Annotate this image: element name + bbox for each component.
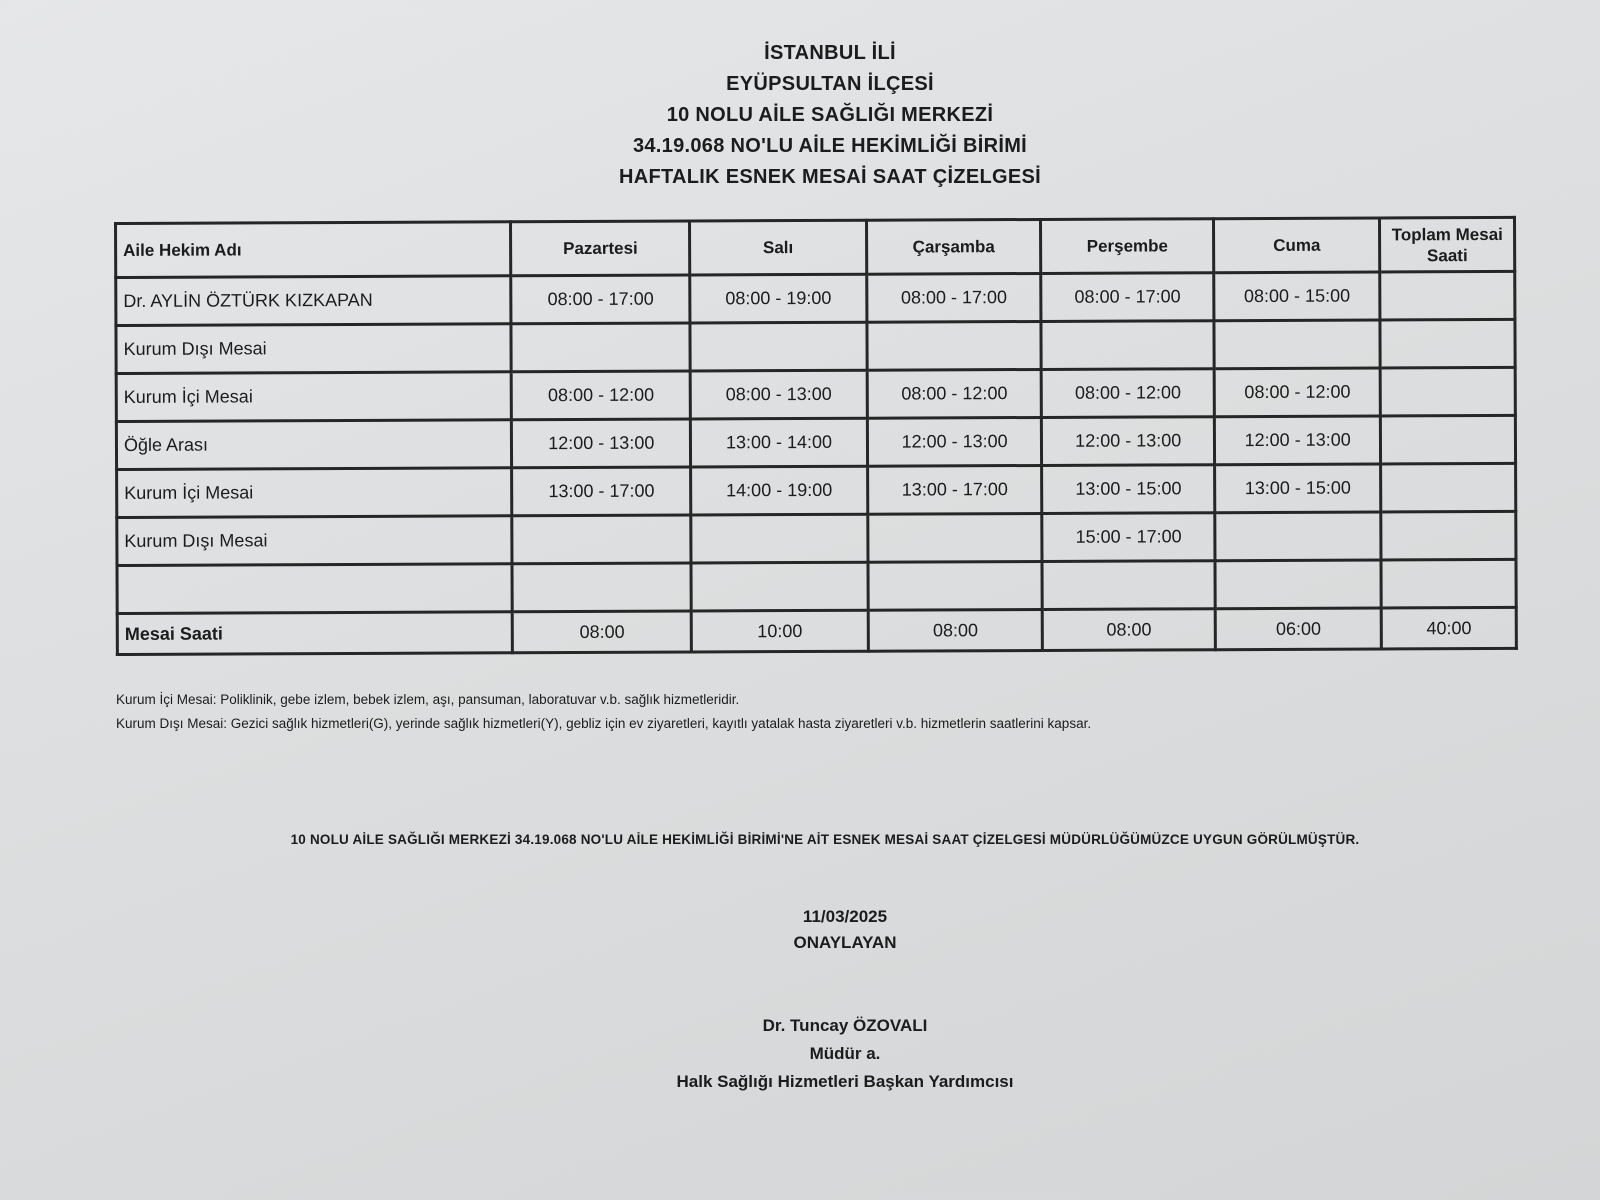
header-unit: 34.19.068 NO'LU AİLE HEKİMLİĞİ BİRİMİ xyxy=(632,135,1028,157)
row-label: Kurum İçi Mesai xyxy=(116,372,512,422)
table-cell: 12:00 - 13:00 xyxy=(1214,416,1381,465)
table-row xyxy=(116,415,1515,469)
table-cell xyxy=(1214,320,1381,369)
table-cell: 12:00 - 13:00 xyxy=(867,417,1042,466)
table-cell xyxy=(512,515,691,564)
table-cell xyxy=(512,563,691,612)
table-cell: 12:00 - 13:00 xyxy=(1042,417,1215,466)
table-cell: 08:00 - 17:00 xyxy=(867,273,1042,322)
table-cell: 08:00 - 19:00 xyxy=(690,274,867,323)
table-cell xyxy=(1215,512,1382,561)
table-cell: 13:00 - 15:00 xyxy=(1215,464,1382,513)
table-cell xyxy=(1215,560,1382,609)
table-cell xyxy=(1381,367,1516,416)
signatory-title: Halk Sağlığı Hizmetleri Başkan Yardımcısı xyxy=(676,1072,1014,1091)
table-row xyxy=(117,511,1516,565)
approval-date: 11/03/2025 xyxy=(802,907,888,926)
total-friday: 06:00 xyxy=(1215,608,1382,650)
row-label: Kurum Dışı Mesai xyxy=(117,516,513,566)
total-tuesday: 10:00 xyxy=(691,610,868,652)
row-label: Dr. AYLİN ÖZTÜRK KIZKAPAN xyxy=(116,276,512,326)
table-cell: 15:00 - 17:00 xyxy=(1042,513,1215,562)
column-header-thursday: Perşembe xyxy=(1041,219,1214,274)
total-thursday: 08:00 xyxy=(1043,609,1216,651)
document-header xyxy=(0,38,1600,193)
total-wednesday: 08:00 xyxy=(868,609,1043,651)
row-label: Öğle Arası xyxy=(116,420,512,470)
approval-block xyxy=(0,904,1600,956)
table-cell xyxy=(691,514,868,563)
column-header-total: Toplam Mesai Saati xyxy=(1380,217,1515,272)
table-cell: 14:00 - 19:00 xyxy=(691,466,868,515)
note-internal-hours: Kurum İçi Mesai: Poliklinik, gebe izlem, bebek izlem, aşı, pansuman, laboratuvar v.b. sağlık hizmetleridir. xyxy=(116,692,740,707)
table-cell: 08:00 - 17:00 xyxy=(511,275,690,324)
table-row xyxy=(117,559,1516,613)
table-cell xyxy=(867,321,1042,370)
schedule-table xyxy=(114,216,1518,656)
header-province: İSTANBUL İLİ xyxy=(764,42,896,64)
table-cell xyxy=(690,322,867,371)
table-row xyxy=(116,271,1515,325)
table-cell xyxy=(1041,321,1214,370)
table-cell xyxy=(1381,415,1516,464)
signature-block xyxy=(0,1012,1600,1096)
table-cell: 08:00 - 12:00 xyxy=(512,371,691,420)
row-label: Kurum Dışı Mesai xyxy=(116,324,512,374)
table-cell xyxy=(1380,319,1515,368)
table-cell: 08:00 - 12:00 xyxy=(1042,369,1215,418)
column-header-tuesday: Salı xyxy=(690,220,867,275)
column-header-monday: Pazartesi xyxy=(511,221,690,276)
table-cell xyxy=(1381,559,1516,608)
table-header-row xyxy=(116,217,1515,277)
header-document-title: HAFTALIK ESNEK MESAİ SAAT ÇİZELGESİ xyxy=(619,166,1041,188)
total-row-label: Mesai Saati xyxy=(117,612,513,655)
table-cell: 13:00 - 14:00 xyxy=(691,418,868,467)
table-cell xyxy=(1380,271,1515,320)
table-cell xyxy=(868,561,1043,610)
table-row xyxy=(116,367,1515,421)
table-cell xyxy=(1381,511,1516,560)
table-cell: 08:00 - 13:00 xyxy=(690,370,867,419)
approver-label: ONAYLAYAN xyxy=(793,933,897,952)
total-hours-row xyxy=(117,607,1516,654)
table-row xyxy=(117,463,1516,517)
signatory-name: Dr. Tuncay ÖZOVALI xyxy=(762,1016,928,1035)
total-weekly: 40:00 xyxy=(1382,607,1517,649)
header-health-center: 10 NOLU AİLE SAĞLIĞI MERKEZİ xyxy=(666,104,994,126)
table-cell xyxy=(691,562,868,611)
table-cell: 08:00 - 17:00 xyxy=(1041,273,1214,322)
table-cell: 13:00 - 17:00 xyxy=(867,465,1042,514)
row-label: Kurum İçi Mesai xyxy=(117,468,513,518)
approval-statement: 10 NOLU AİLE SAĞLIĞI MERKEZİ 34.19.068 NO'LU AİLE HEKİMLİĞİ BİRİMİ'NE AİT ESNEK MESAİ SAAT ÇİZELGESİ MÜDÜRLÜĞÜMÜZCE UYGUN GÖRÜLMÜŞTÜR. xyxy=(290,832,1360,847)
header-district: EYÜPSULTAN İLÇESİ xyxy=(726,73,934,95)
note-external-hours: Kurum Dışı Mesai: Gezici sağlık hizmetleri(G), yerinde sağlık hizmetleri(Y), gebliz için ev ziyaretleri, kayıtlı yatalak hasta ziyaretleri v.b. hizmetlerin saatlerini kapsar. xyxy=(116,716,1092,731)
column-header-wednesday: Çarşamba xyxy=(866,219,1041,274)
table-cell xyxy=(868,513,1043,562)
table-cell xyxy=(511,323,690,372)
table-cell xyxy=(1381,463,1516,512)
footnotes xyxy=(116,688,1091,736)
row-label xyxy=(117,564,513,614)
table-row xyxy=(116,319,1515,373)
table-cell: 08:00 - 12:00 xyxy=(1214,368,1381,417)
table-cell xyxy=(1042,561,1215,610)
table-cell: 08:00 - 12:00 xyxy=(867,369,1042,418)
table-cell: 13:00 - 17:00 xyxy=(512,467,691,516)
table-cell: 08:00 - 15:00 xyxy=(1214,272,1381,321)
column-header-doctor: Aile Hekim Adı xyxy=(116,222,512,278)
table-cell: 13:00 - 15:00 xyxy=(1042,465,1215,514)
total-monday: 08:00 xyxy=(513,611,692,653)
column-header-friday: Cuma xyxy=(1214,218,1381,273)
signatory-role: Müdür a. xyxy=(809,1044,881,1063)
table-cell: 12:00 - 13:00 xyxy=(512,419,691,468)
